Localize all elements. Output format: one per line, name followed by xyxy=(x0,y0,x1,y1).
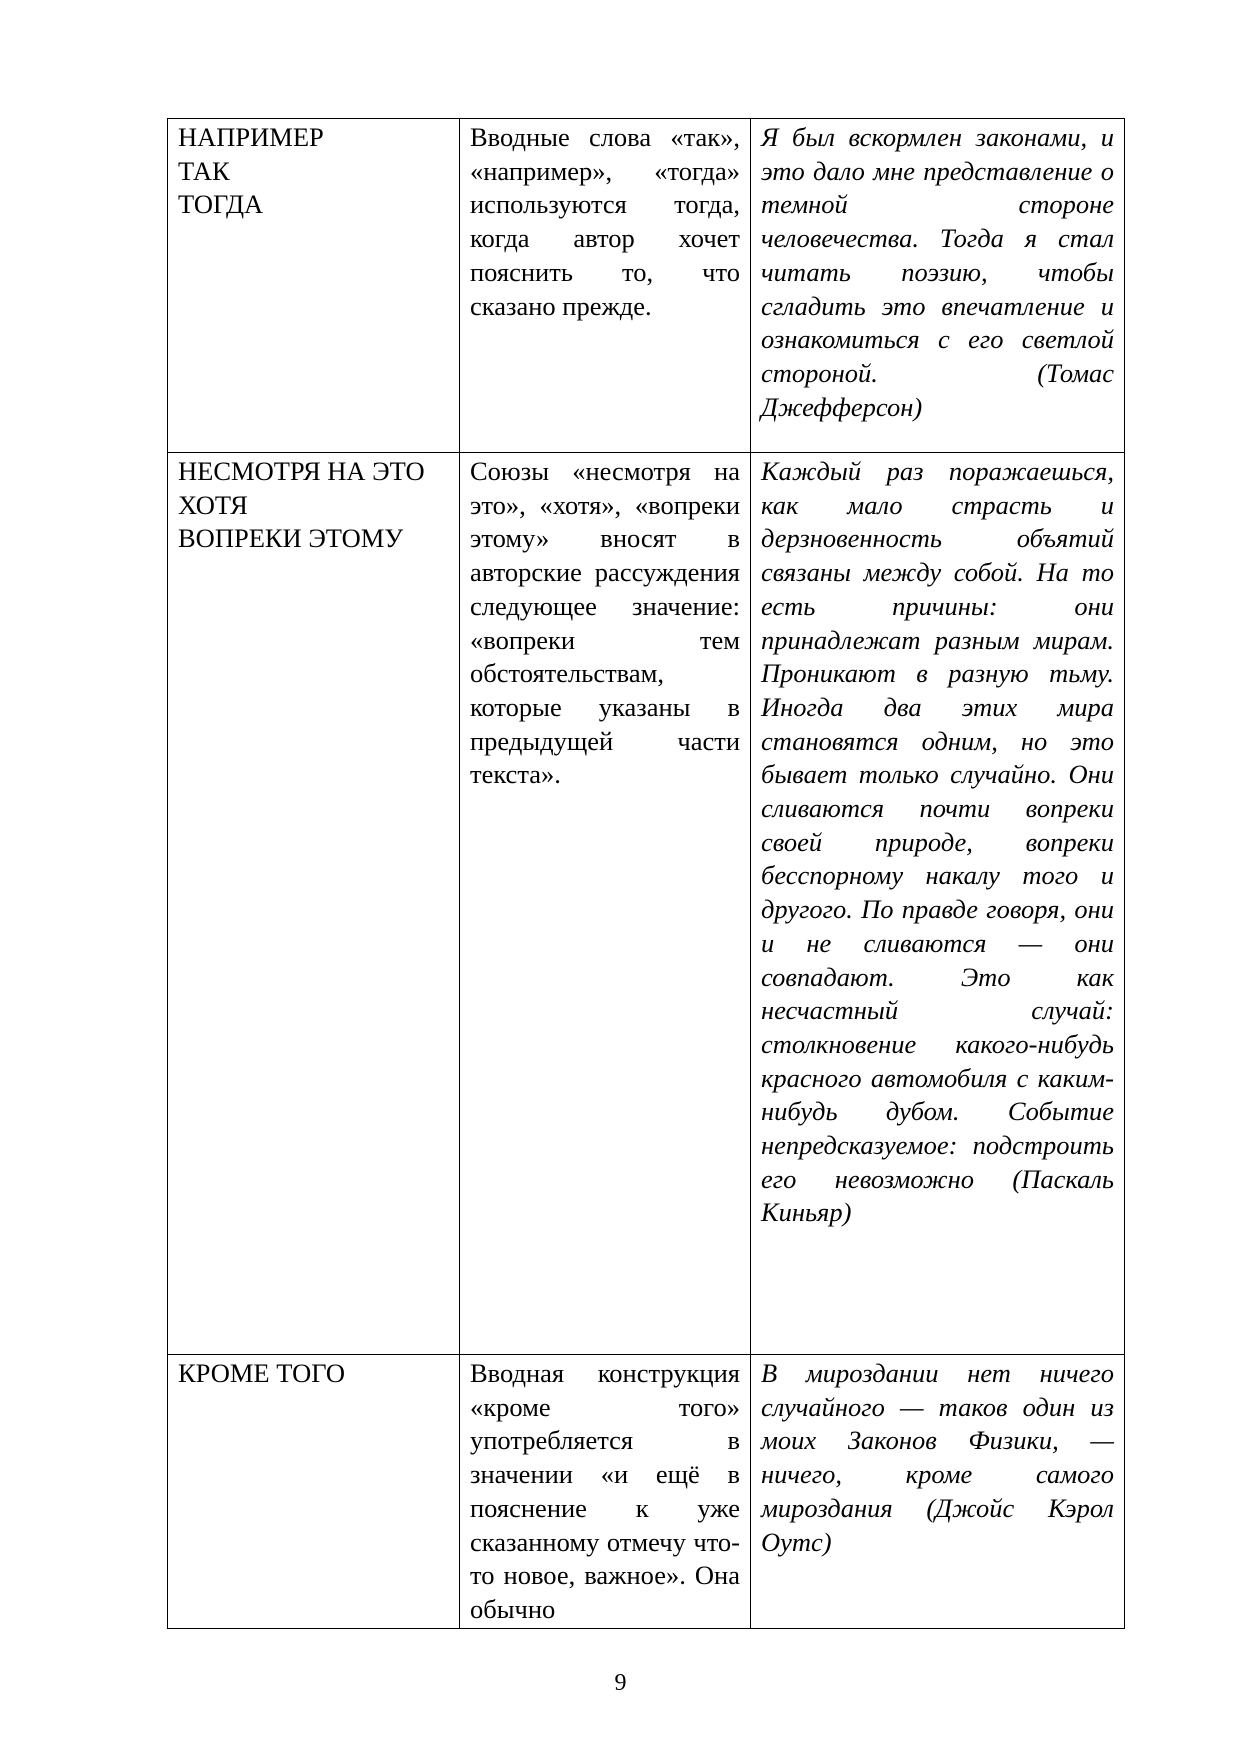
term: ВОПРЕКИ ЭТОМУ xyxy=(178,523,404,554)
description-cell xyxy=(460,1355,751,1629)
description-text: Союзы «несмотря на это», «хотя», «вопреки этому» вносят в авторские рассуждения следующее значение: «вопреки тем обстоятельствам, которые указаны в предыдущей части текста». xyxy=(470,456,740,790)
term: НАПРИМЕР xyxy=(178,122,324,152)
table-row xyxy=(168,119,1125,453)
example-cell xyxy=(751,1355,1125,1629)
description-cell xyxy=(460,119,751,453)
example-text: Каждый раз поражаешься, как мало страсть и дерзновенность объятий связаны между собой. На то есть причины: они принадлежат разным мирам. Проникают в разную тьму. Иногда два этих мира становятся одним, но это бывает только случайно. Они сливаются почти вопреки своей природе, вопреки бесспорному накалу того и другого. По правде говоря, они и не сливаются — они совпадают. Это как несчастный случай: столкновение какого-нибудь красного автомобиля с каким-нибудь дубом. Событие непредсказуемое: подстроить его невозможно (Паскаль Киньяр) xyxy=(761,456,1114,1228)
example-cell xyxy=(751,453,1125,1355)
terms-cell xyxy=(168,1355,460,1629)
example-cell xyxy=(751,119,1125,453)
description-text: Вводные слова «так», «например», «тогда» используются тогда, когда автор хочет пояснить то, что сказано прежде. xyxy=(470,122,740,321)
description-cell xyxy=(460,453,751,1355)
example-text: Я был вскормлен законами, и это дало мне представление о темной стороне человечества. Тогда я стал читать поэзию, чтобы сгладить это впечатление и ознакомиться с его светлой стороной. (Томас Джефферсон) xyxy=(761,122,1114,422)
term: ТАК xyxy=(178,155,230,186)
table-row xyxy=(168,453,1125,1355)
example-text: В мироздании нет ничего случайного — таков один из моих Законов Физики, — ничего, кроме самого мироздания (Джойс Кэрол Оутс) xyxy=(761,1358,1114,1557)
page-number: 9 xyxy=(614,1670,627,1696)
term: ТОГДА xyxy=(178,189,264,220)
term: НЕСМОТРЯ НА ЭТО xyxy=(178,456,425,486)
glossary-table xyxy=(167,118,1125,1629)
table-row xyxy=(168,1355,1125,1629)
term: ХОТЯ xyxy=(178,489,248,520)
terms-cell xyxy=(168,453,460,1355)
terms-cell xyxy=(168,119,460,453)
description-text: Вводная конструкция «кроме того» употребляется в значении «и ещё в пояснение к уже сказанному отмечу что-то новое, важное». Она обычно xyxy=(470,1358,740,1624)
term: КРОМЕ ТОГО xyxy=(178,1358,346,1388)
